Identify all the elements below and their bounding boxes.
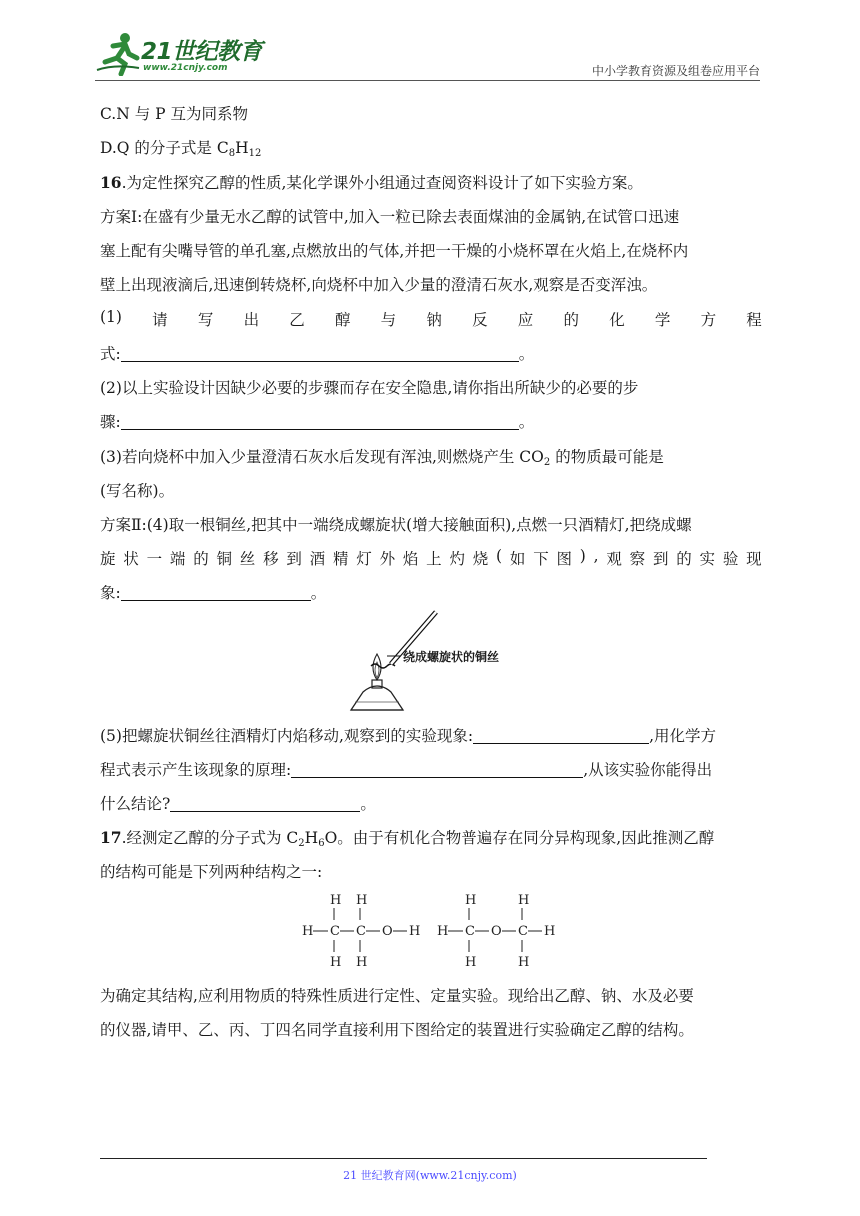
atom-h: H (518, 893, 530, 908)
text-char: 醇 (334, 311, 351, 329)
text-char: 写 (197, 311, 214, 329)
question-text: (5)把螺旋状铜丝往酒精灯内焰移动,观察到的实验现象: (100, 727, 474, 745)
sub-question-2-answer (100, 410, 534, 432)
answer-prefix: 式: (100, 345, 121, 363)
sub-question-5-line2 (100, 758, 712, 780)
text-char: 的 (193, 550, 209, 568)
sub-question-5 (100, 724, 716, 746)
text-char: 灯 (356, 550, 372, 568)
text-char: 铜 (216, 550, 232, 568)
copper-coil (371, 664, 395, 668)
question-number: 17 (100, 828, 122, 847)
sub-question-1-answer (100, 342, 534, 364)
text-char: ( (496, 547, 503, 565)
text-char: 如 (509, 550, 526, 568)
answer-blank[interactable] (291, 762, 583, 778)
q15-option-d (100, 136, 261, 159)
sub-question-5-line3 (100, 792, 376, 814)
q17-stem-line2: 的结构可能是下列两种结构之一: (100, 863, 323, 881)
text-char: 实 (699, 550, 716, 568)
text-char: 观 (606, 550, 622, 568)
text-char: 精 (332, 550, 349, 568)
q17-stem (100, 826, 714, 849)
answer-prefix: 象: (100, 584, 121, 602)
atom-h: H (356, 893, 368, 908)
question-stem: .经测定乙醇的分子式为 C (121, 829, 299, 847)
atom-h: H (356, 955, 368, 970)
text-char: (1) (100, 308, 122, 326)
runner-logo-icon (95, 30, 141, 76)
text-char: 一 (146, 550, 163, 568)
q16-stem (100, 171, 643, 193)
atom-h: H (330, 893, 342, 908)
figure-label: 绕成螺旋状的铜丝 (403, 650, 500, 664)
formula-subscript: 2 (298, 838, 305, 849)
question-text: ,从该实验你能得出 (583, 761, 713, 779)
atom-h: H (465, 955, 477, 970)
atom-h: H (302, 924, 314, 939)
text-char: 到 (286, 550, 302, 568)
period: 。 (310, 584, 327, 602)
question-text: 的物质最可能是 (550, 448, 664, 466)
ethanol-structures (300, 890, 562, 972)
answer-prefix: 骤: (100, 413, 121, 431)
text-char: 现 (746, 550, 762, 568)
atom-h: H (518, 955, 530, 970)
atom-h: H (544, 924, 556, 939)
answer-blank[interactable] (121, 414, 519, 430)
text-char: 察 (629, 550, 646, 568)
structure-a (302, 893, 420, 970)
question-text: 什么结论? (100, 795, 171, 813)
plan1-line: 方案Ⅰ:在盛有少量无水乙醇的试管中,加入一粒已除去表面煤油的金属钠,在试管口迅速 (100, 208, 680, 226)
text-char: 请 (152, 311, 168, 329)
period: 。 (518, 345, 535, 363)
atom-h: H (465, 893, 477, 908)
lamp-body (351, 686, 403, 710)
footer-divider (100, 1158, 707, 1159)
option-d-text: D.Q 的分子式是 C (100, 139, 229, 157)
sub-question-3 (100, 445, 664, 468)
question-text: ,用化学方 (649, 727, 717, 745)
text-char: 应 (517, 311, 534, 329)
plan1-line: 塞上配有尖嘴导管的单孔塞,点燃放出的气体,并把一干燥的小烧杯罩在火焰上,在烧杯内 (100, 242, 689, 260)
text-char: 程 (746, 311, 762, 329)
text-char: 方 (700, 311, 717, 329)
header-divider (95, 80, 760, 81)
sub-question-3-line2: (写名称)。 (100, 482, 175, 500)
text-char: 的 (676, 550, 692, 568)
page-header (95, 30, 760, 80)
question-text: (3)若向烧杯中加入少量澄清石灰水后发现有浑浊,则燃烧产生 CO (100, 448, 544, 466)
formula-text: H (235, 139, 249, 157)
answer-blank[interactable] (121, 346, 519, 362)
answer-blank[interactable] (170, 796, 360, 812)
answer-blank[interactable] (121, 585, 311, 601)
q17-instruction: 为确定其结构,应利用物质的特殊性质进行定性、定量实验。现给出乙醇、钠、水及必要 (100, 987, 694, 1005)
text-char: , (593, 547, 599, 565)
sub-question-4-answer (100, 581, 326, 603)
platform-name: 中小学教育资源及组卷应用平台 (591, 64, 760, 78)
text-char: 丝 (239, 550, 256, 568)
atom-o: O (382, 924, 393, 939)
text-char: 端 (169, 550, 186, 568)
sub-question-2: (2)以上实验设计因缺少必要的步骤而存在安全隐患,请你指出所缺少的必要的步 (100, 379, 639, 397)
q15-option-c: C.N 与 P 互为同系物 (100, 105, 249, 123)
atom-c: C (356, 924, 366, 939)
atom-h: H (437, 924, 449, 939)
text-char: 与 (380, 311, 397, 329)
q17-instruction: 的仪器,请甲、乙、丙、丁四名同学直接利用下图给定的装置进行实验确定乙醇的结构。 (100, 1021, 694, 1039)
sub-question-1 (100, 308, 762, 330)
atom-c: C (465, 924, 475, 939)
footer-link[interactable]: 21 世纪教育网(www.21cnjy.com) (343, 1169, 517, 1182)
text-char: 钠 (426, 311, 442, 329)
atom-h: H (330, 955, 342, 970)
atom-c: C (330, 924, 340, 939)
text-char: 外 (379, 550, 396, 568)
text-char: 化 (609, 311, 625, 329)
formula-subscript: 6 (318, 838, 325, 849)
question-number: 16 (100, 173, 122, 192)
text-char: 状 (123, 550, 139, 568)
answer-blank[interactable] (473, 728, 649, 744)
text-char: 的 (563, 311, 579, 329)
text-char: 灼 (449, 550, 465, 568)
text-char: 旋 (100, 550, 116, 568)
text-char: 乙 (289, 311, 305, 329)
text-char: 出 (243, 311, 260, 329)
text-char: 反 (472, 311, 488, 329)
text-char: 图 (556, 550, 572, 568)
text-char: 移 (263, 550, 279, 568)
structure-b (437, 893, 555, 970)
question-stem: O。由于有机化合物普遍存在同分异构现象,因此推测乙醇 (324, 829, 715, 847)
formula-text: H (304, 829, 319, 847)
plan2-justified-line (100, 547, 762, 569)
text-char: 烧 (472, 550, 489, 568)
period: 。 (518, 413, 535, 431)
plan2-line: 方案Ⅱ:(4)取一根铜丝,把其中一端绕成螺旋状(增大接触面积),点燃一只酒精灯,把绕成螺 (100, 516, 692, 534)
text-char: 上 (426, 550, 442, 568)
text-char: 验 (722, 550, 739, 568)
text-char: 下 (533, 550, 549, 568)
formula-subscript: 12 (248, 148, 262, 159)
site-logo[interactable] (95, 30, 265, 78)
atom-h: H (409, 924, 421, 939)
plan1-line: 壁上出现液滴后,迅速倒转烧杯,向烧杯中加入少量的澄清石灰水,观察是否变浑浊。 (100, 276, 658, 294)
text-char: 酒 (309, 550, 326, 568)
atom-c: C (518, 924, 528, 939)
period: 。 (360, 795, 376, 813)
formula-subscript: 8 (228, 148, 236, 159)
logo-text: 21世纪教育 (141, 39, 263, 65)
text-char: 学 (654, 311, 671, 329)
formula-subscript: 2 (543, 457, 551, 468)
logo-url: www.21cnjy.com (143, 63, 228, 73)
text-char: 到 (652, 550, 669, 568)
question-text: 程式表示产生该现象的原理: (100, 761, 292, 779)
atom-o: O (491, 924, 502, 939)
question-stem: .为定性探究乙醇的性质,某化学课外小组通过查阅资料设计了如下实验方案。 (121, 174, 643, 192)
text-char: 焰 (402, 550, 419, 568)
text-char: ) (579, 547, 586, 565)
